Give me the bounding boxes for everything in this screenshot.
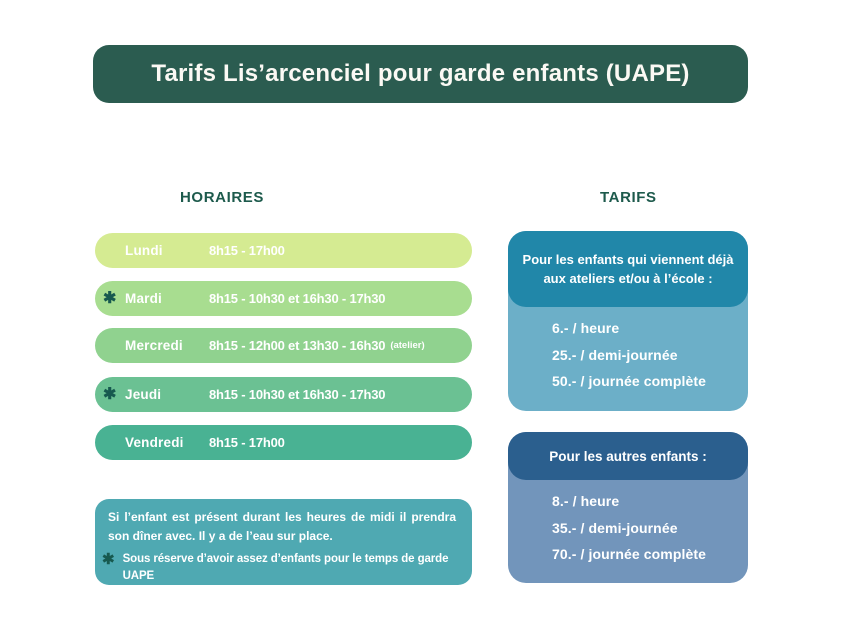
info-box [95, 499, 472, 585]
card-header: Pour les enfants qui viennent déjà aux ateliers et/ou à l’école : [508, 231, 748, 307]
schedule-row-vendredi [95, 425, 472, 460]
asterisk-icon: ✱ [102, 551, 115, 569]
asterisk-icon: ✱ [103, 289, 117, 307]
info-text: Si l’enfant est présent durant les heures de midi il prendra son dîner avec. Il y a de l’eau sur place. [108, 510, 456, 544]
price-item: 70.- / journée complète [552, 546, 707, 562]
tarif-card-autres [508, 432, 748, 583]
price-item: 6.- / heure [552, 320, 620, 336]
title-banner [93, 45, 748, 103]
time-label: 8h15 - 17h00 [209, 435, 285, 450]
day-label: Lundi [125, 243, 163, 258]
page-title: Tarifs Lis’arcenciel pour garde enfants (UAPE) [151, 60, 690, 87]
price-item: 25.- / demi-journée [552, 346, 678, 363]
day-label: Jeudi [125, 387, 162, 402]
time-label: 8h15 - 10h30 et 16h30 - 17h30 [209, 387, 386, 402]
section-label-tarifs: TARIFS [600, 189, 657, 206]
card-header: Pour les autres enfants : [508, 432, 748, 480]
time-label: 8h15 - 10h30 et 16h30 - 17h30 [209, 291, 386, 306]
time-label: 8h15 - 12h00 et 13h30 - 16h30 [209, 338, 386, 353]
schedule-row-jeudi [95, 377, 472, 412]
asterisk-icon: ✱ [103, 385, 117, 403]
day-label: Mercredi [125, 338, 183, 353]
price-item: 50.- / journée complète [552, 373, 707, 389]
info-note: Sous réserve d’avoir assez d’enfants pour le temps de garde UAPE [122, 553, 449, 583]
price-list [552, 315, 706, 395]
tarif-card-ateliers [508, 231, 748, 411]
schedule-row-mardi [95, 281, 472, 316]
section-label-horaires: HORAIRES [180, 189, 264, 206]
day-label: Mardi [125, 291, 163, 306]
day-label: Vendredi [125, 435, 184, 450]
schedule-row-mercredi [95, 328, 472, 363]
atelier-note: (atelier) [390, 340, 425, 351]
time-label: 8h15 - 17h00 [209, 243, 285, 258]
price-item: 35.- / demi-journée [552, 519, 678, 536]
price-item: 8.- / heure [552, 493, 620, 509]
schedule-row-lundi [95, 233, 472, 268]
price-list [552, 488, 706, 568]
